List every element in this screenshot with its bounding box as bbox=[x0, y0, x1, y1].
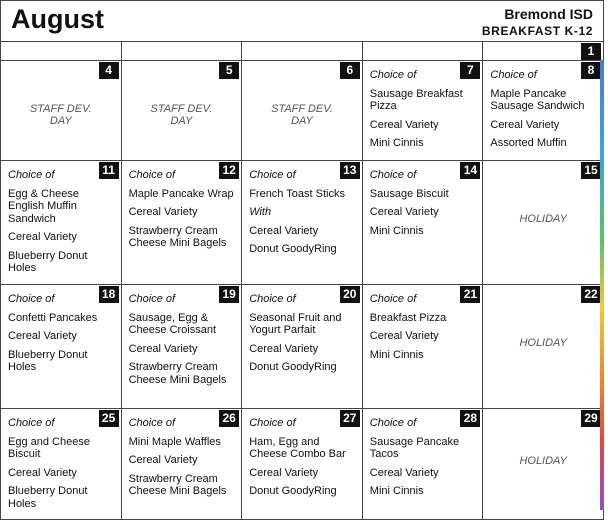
week-row-1 bbox=[1, 61, 604, 161]
menu-items bbox=[249, 293, 356, 380]
menu-item: Cereal Variety bbox=[490, 118, 560, 131]
menu-item: Strawberry Cream Cheese Mini Bagels bbox=[128, 472, 227, 497]
day-number: 27 bbox=[340, 410, 360, 427]
menu-item: Breakfast Pizza bbox=[369, 311, 447, 324]
menu-item: Donut GoodyRing bbox=[249, 243, 337, 255]
choice-label: Choice of bbox=[8, 293, 55, 305]
day-number: 20 bbox=[340, 286, 360, 303]
day-cell-empty bbox=[362, 42, 483, 61]
day-cell-empty bbox=[242, 42, 363, 61]
menu-item: Cereal Variety bbox=[8, 330, 77, 342]
menu-item: Cereal Variety bbox=[128, 454, 198, 466]
day-cell bbox=[1, 61, 122, 161]
menu-item: Cereal Variety bbox=[128, 206, 198, 218]
menu-item: French Toast Sticks bbox=[249, 187, 345, 200]
menu-item: Blueberry Donut Holes bbox=[8, 485, 88, 510]
choice-label: Choice of bbox=[249, 417, 296, 429]
day-cell bbox=[483, 61, 604, 161]
menu-item: Mini Maple Waffles bbox=[128, 435, 221, 448]
day-cell bbox=[483, 285, 604, 409]
menu-items bbox=[249, 417, 356, 504]
choice-label: Choice of bbox=[369, 417, 417, 429]
day-number: 28 bbox=[460, 410, 480, 427]
week-row-4 bbox=[1, 409, 604, 520]
menu-items bbox=[370, 169, 477, 243]
day-number: 18 bbox=[99, 286, 119, 303]
menu-item: Mini Cinnis bbox=[369, 137, 424, 149]
menu-items bbox=[370, 293, 477, 367]
menu-item: Cereal Variety bbox=[369, 330, 439, 342]
menu-item: Ham, Egg and Cheese Combo Bar bbox=[249, 435, 346, 460]
choice-label: Choice of bbox=[128, 417, 176, 429]
menu-items bbox=[370, 69, 477, 156]
day-number: 14 bbox=[460, 162, 480, 179]
day-cell bbox=[121, 61, 242, 161]
day-cell-1 bbox=[483, 42, 604, 61]
menu-item: Egg & Cheese English Muffin Sandwich bbox=[8, 187, 79, 225]
day-number: 11 bbox=[99, 162, 119, 179]
menu-item: Cereal Variety bbox=[8, 231, 77, 243]
day-cell bbox=[483, 161, 604, 285]
menu-items bbox=[129, 169, 236, 256]
menu-item: Cereal Variety bbox=[249, 342, 319, 355]
menu-item: Strawberry Cream Cheese Mini Bagels bbox=[128, 224, 227, 249]
menu-item: Sausage Biscuit bbox=[369, 187, 449, 200]
calendar-grid bbox=[0, 41, 604, 520]
menu-item: Cereal Variety bbox=[369, 466, 439, 479]
day-cell bbox=[1, 161, 122, 285]
menu-item: Donut GoodyRing bbox=[249, 485, 337, 497]
choice-label: Choice of bbox=[128, 169, 176, 181]
special-day-label: HOLIDAY bbox=[519, 336, 567, 349]
menu-item: Mini Cinnis bbox=[369, 224, 424, 237]
menu-items bbox=[8, 169, 115, 281]
menu-items bbox=[370, 417, 477, 504]
program-label: BREAKFAST K-12 bbox=[481, 24, 593, 38]
menu-item: Donut GoodyRing bbox=[249, 361, 337, 373]
menu-items bbox=[129, 293, 236, 392]
choice-label: Choice of bbox=[128, 293, 176, 305]
day-number: 7 bbox=[460, 62, 480, 79]
choice-label: Choice of bbox=[490, 69, 537, 81]
day-cell bbox=[121, 161, 242, 285]
special-day-label: STAFF DEV. DAY bbox=[271, 102, 333, 127]
menu-item: Cereal Variety bbox=[369, 206, 439, 218]
day-number: 19 bbox=[219, 286, 239, 303]
day-number: 29 bbox=[581, 410, 601, 427]
menu-item: Mini Cinnis bbox=[369, 348, 424, 361]
day-number: 8 bbox=[581, 62, 601, 79]
day-number: 15 bbox=[581, 162, 601, 179]
menu-items bbox=[129, 417, 236, 504]
day-cell bbox=[242, 161, 363, 285]
menu-item: Mini Cinnis bbox=[369, 485, 424, 497]
day-number: 1 bbox=[581, 43, 601, 60]
day-cell bbox=[1, 285, 122, 409]
choice-label: Choice of bbox=[8, 417, 55, 429]
day-cell bbox=[121, 285, 242, 409]
day-number: 13 bbox=[340, 162, 360, 179]
menu-item: Sausage Pancake Tacos bbox=[369, 435, 460, 460]
menu-item: Sausage, Egg & Cheese Croissant bbox=[128, 311, 217, 336]
special-day-label: HOLIDAY bbox=[519, 212, 567, 225]
menu-item: Cereal Variety bbox=[249, 466, 319, 479]
menu-item: Cereal Variety bbox=[249, 224, 319, 237]
day-cell bbox=[242, 409, 363, 520]
special-day-label: STAFF DEV. DAY bbox=[29, 102, 92, 127]
calendar-header bbox=[0, 0, 604, 41]
choice-label: Choice of bbox=[369, 169, 417, 181]
day-cell bbox=[362, 285, 483, 409]
menu-item: Egg and Cheese Biscuit bbox=[8, 435, 90, 460]
menu-items bbox=[249, 169, 356, 262]
menu-item: Maple Pancake Sausage Sandwich bbox=[490, 87, 585, 112]
day-cell bbox=[483, 409, 604, 520]
district-name: Bremond ISD bbox=[504, 6, 593, 22]
menu-item: Cereal Variety bbox=[369, 118, 439, 131]
menu-item: Seasonal Fruit and Yogurt Parfait bbox=[249, 311, 342, 336]
day-cell bbox=[362, 161, 483, 285]
day-number: 5 bbox=[219, 62, 239, 79]
menu-item: Assorted Muffin bbox=[490, 137, 567, 149]
menu-items bbox=[8, 417, 115, 516]
day-cell bbox=[1, 409, 122, 520]
menu-item: Strawberry Cream Cheese Mini Bagels bbox=[128, 361, 227, 386]
week-row-3 bbox=[1, 285, 604, 409]
menu-item: Sausage Breakfast Pizza bbox=[369, 87, 463, 112]
menu-item: Maple Pancake Wrap bbox=[128, 187, 234, 200]
choice-label: Choice of bbox=[8, 169, 55, 181]
day-number: 22 bbox=[581, 286, 601, 303]
week-row-0 bbox=[1, 42, 604, 61]
day-number: 25 bbox=[99, 410, 119, 427]
day-number: 21 bbox=[460, 286, 480, 303]
month-title: August bbox=[11, 4, 104, 34]
menu-item: Confetti Pancakes bbox=[8, 311, 98, 324]
special-day-label: HOLIDAY bbox=[519, 455, 567, 468]
day-number: 26 bbox=[219, 410, 239, 427]
day-cell bbox=[242, 61, 363, 161]
week-row-2 bbox=[1, 161, 604, 285]
choice-label: Choice of bbox=[249, 169, 296, 181]
day-number: 12 bbox=[219, 162, 239, 179]
decorative-color-strip bbox=[600, 60, 604, 510]
choice-label: Choice of bbox=[369, 69, 417, 81]
menu-item: Cereal Variety bbox=[8, 466, 77, 479]
menu-item: Blueberry Donut Holes bbox=[8, 249, 88, 274]
day-cell-empty bbox=[1, 42, 122, 61]
day-cell bbox=[242, 285, 363, 409]
menu-item: Cereal Variety bbox=[128, 342, 198, 355]
special-day-label: STAFF DEV. DAY bbox=[150, 102, 213, 127]
day-cell bbox=[362, 61, 483, 161]
choice-label: Choice of bbox=[249, 293, 296, 305]
choice-label: Choice of bbox=[369, 293, 417, 305]
day-cell bbox=[121, 409, 242, 520]
menu-items bbox=[8, 293, 115, 380]
day-cell bbox=[362, 409, 483, 520]
day-number: 4 bbox=[99, 62, 119, 79]
menu-item: Blueberry Donut Holes bbox=[8, 348, 88, 373]
day-number: 6 bbox=[340, 62, 360, 79]
day-cell-empty bbox=[121, 42, 242, 61]
with-label: With bbox=[249, 206, 272, 218]
menu-items bbox=[490, 69, 597, 156]
